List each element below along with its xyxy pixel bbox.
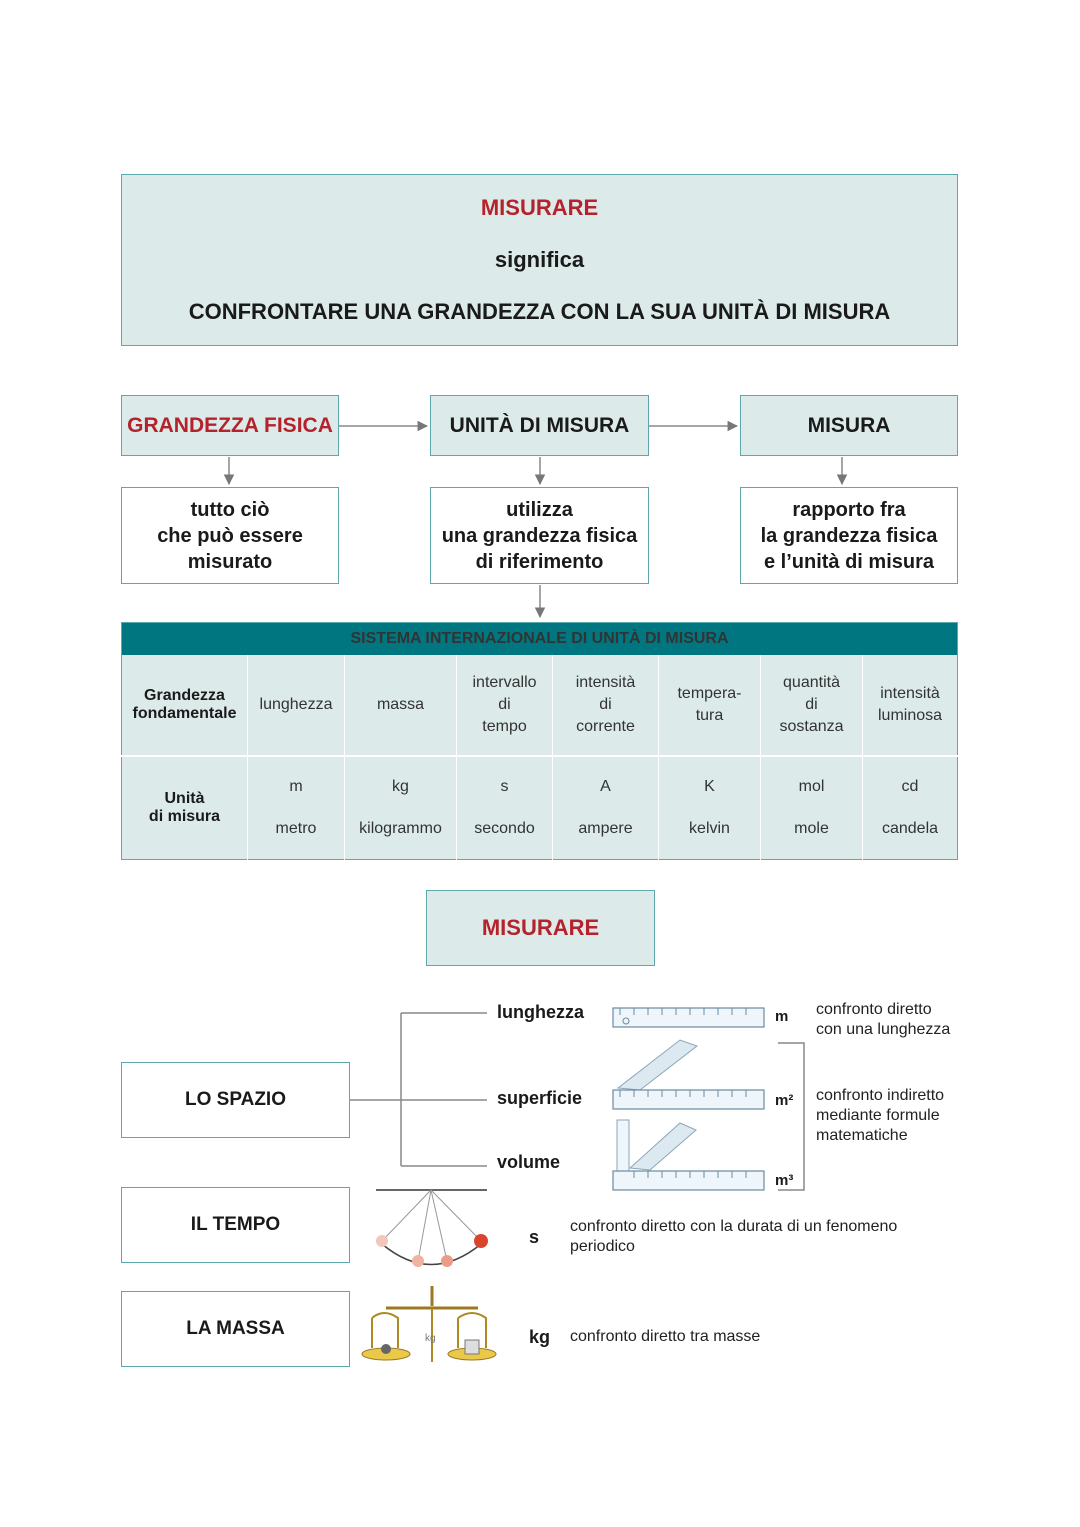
superficie-label: superficie: [497, 1088, 583, 1108]
desc-line: periodico: [570, 1238, 635, 1255]
desc-line: mediante formule: [816, 1107, 940, 1124]
quantity-line: di: [599, 696, 612, 713]
unit-m3: m³: [775, 1172, 794, 1189]
definition-verb: significa: [494, 247, 585, 272]
quantity-line: tempo: [482, 718, 527, 735]
unit-cell: [659, 756, 761, 860]
volume-rulers-icon: [613, 1120, 764, 1190]
bracket-indiretto: [778, 1043, 804, 1190]
quantity-line: tempera-: [677, 685, 742, 702]
unit-cell: [248, 756, 345, 860]
ruler-icon: [613, 1008, 764, 1027]
row-header-line: fondamentale: [132, 705, 237, 722]
misurare-box: [426, 890, 655, 966]
volume-label: volume: [497, 1152, 561, 1172]
desc-diretto: [816, 1000, 950, 1040]
unit-symbol: mol: [798, 778, 825, 795]
quantity-cell: [457, 655, 553, 756]
quantity-cell: [553, 655, 659, 756]
si-table: [121, 622, 958, 860]
misura-desc-line: rapporto fra: [792, 498, 906, 521]
massa-label: LA MASSA: [186, 1318, 285, 1339]
desc-line: matematiche: [816, 1127, 908, 1144]
quantity-cell: [761, 655, 863, 756]
scale-kg-label: kg: [425, 1333, 436, 1344]
desc-line: con una lunghezza: [816, 1021, 951, 1038]
quantity-line: massa: [376, 696, 425, 713]
quantity-line: di: [805, 696, 818, 713]
quantity-line: intensità: [880, 685, 940, 702]
unit-cell: [863, 756, 958, 860]
desc-tempo: [570, 1217, 897, 1257]
area-rulers-icon: [613, 1040, 764, 1109]
grandezza-desc-line: tutto ciò: [190, 498, 270, 521]
row-header-unita: [122, 756, 248, 860]
grandezza-desc-line: misurato: [187, 550, 273, 573]
desc-massa: confronto diretto tra masse: [570, 1328, 761, 1345]
spazio-box: [121, 1062, 350, 1138]
row-header-grandezza: [122, 655, 248, 756]
definition-title: MISURARE: [480, 195, 599, 220]
tempo-label: IL TEMPO: [190, 1214, 281, 1235]
misura-title: MISURA: [807, 413, 891, 437]
si-table-title: SISTEMA INTERNAZIONALE DI UNITÀ DI MISURA: [122, 623, 958, 656]
row-header-line: Unità: [164, 790, 205, 807]
unita-desc-line: una grandezza fisica: [441, 524, 638, 547]
grandezza-desc-line: che può essere: [157, 524, 303, 547]
quantity-cell: [345, 655, 457, 756]
table-row: [122, 655, 958, 756]
unit-symbol: s: [500, 778, 509, 795]
quantity-cell: [863, 655, 958, 756]
unit-symbol: m: [289, 778, 303, 795]
misura-desc-line: la grandezza fisica: [760, 524, 938, 547]
quantity-line: luminosa: [877, 707, 943, 724]
unit-name: mole: [794, 820, 829, 837]
unit-symbol: A: [600, 778, 611, 795]
quantity-line: sostanza: [779, 718, 844, 735]
quantity-line: tura: [695, 707, 724, 724]
spazio-label: LO SPAZIO: [185, 1089, 286, 1110]
unit-symbol: K: [704, 778, 715, 795]
misurare-title: MISURARE: [481, 915, 600, 940]
unita-desc-line: di riferimento: [475, 550, 604, 573]
unit-name: ampere: [578, 820, 633, 837]
quantity-line: di: [498, 696, 511, 713]
row-header-line: Grandezza: [144, 687, 225, 704]
unit-name: secondo: [474, 820, 535, 837]
row-header-line: di misura: [148, 808, 221, 825]
quantity-line: corrente: [576, 718, 635, 735]
desc-line: confronto diretto: [816, 1001, 932, 1018]
unit-m2: m²: [775, 1092, 794, 1109]
unita-desc-line: utilizza: [506, 498, 573, 521]
unit-name: metro: [275, 820, 317, 837]
unit-cell: [457, 756, 553, 860]
unit-name: kilogrammo: [359, 820, 442, 837]
tempo-box: [121, 1187, 350, 1263]
unit-s: s: [529, 1227, 540, 1247]
desc-line: confronto diretto con la durata di un fenomeno: [570, 1218, 898, 1235]
quantity-line: intervallo: [472, 674, 537, 691]
quantity-line: quantità: [783, 674, 840, 691]
unit-symbol: cd: [901, 778, 919, 795]
massa-box: [121, 1291, 350, 1367]
pendulum-icon: [376, 1190, 488, 1267]
quantity-cell: [659, 655, 761, 756]
lunghezza-label: lunghezza: [497, 1002, 585, 1022]
grandezza-fisica-title: GRANDEZZA FISICA: [127, 413, 333, 437]
unit-cell: [761, 756, 863, 860]
quantity-line: intensità: [575, 674, 636, 691]
definition-statement: CONFRONTARE UNA GRANDEZZA CON LA SUA UNITÀ DI MISURA: [188, 299, 891, 324]
unit-name: kelvin: [689, 820, 730, 837]
unit-m: m: [775, 1008, 789, 1025]
quantity-cell: [248, 655, 345, 756]
misura-desc-line: e l’unità di misura: [763, 550, 935, 573]
unit-kg: kg: [529, 1327, 551, 1347]
unit-name: candela: [881, 820, 939, 837]
quantity-line: lunghezza: [259, 696, 333, 713]
unit-symbol: kg: [392, 778, 409, 795]
unit-cell: [553, 756, 659, 860]
table-row: [122, 756, 958, 860]
unit-cell: [345, 756, 457, 860]
unita-misura-title: UNITÀ DI MISURA: [449, 413, 630, 437]
desc-line: confronto indiretto: [816, 1087, 945, 1104]
desc-indiretto: [816, 1086, 944, 1146]
balance-scale-icon: [362, 1286, 496, 1362]
